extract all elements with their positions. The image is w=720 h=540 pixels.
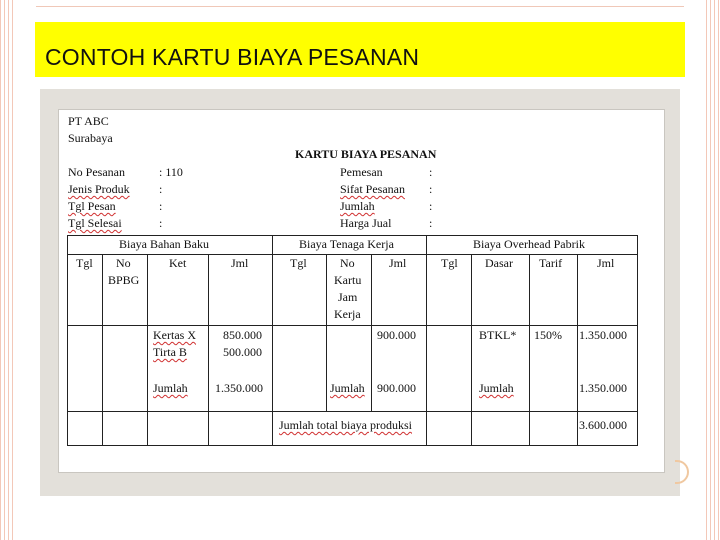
group-header-bahan-baku: Biaya Bahan Baku	[119, 237, 209, 251]
grid-line	[637, 235, 638, 446]
field-value-no-pesanan: : 110	[159, 165, 183, 179]
col-header-tarif: Tarif	[539, 256, 563, 270]
bb-value-1: 850.000	[223, 328, 262, 342]
tk-value: 900.000	[377, 328, 416, 342]
slide-left-border	[0, 0, 14, 540]
bb-value-2: 500.000	[223, 345, 262, 359]
field-value-tgl-pesan: :	[159, 199, 163, 213]
field-label-tgl-selesai: Tgl Selesai	[68, 216, 122, 230]
field-label-jumlah: Jumlah	[340, 199, 375, 213]
field-value-tgl-selesai: :	[159, 216, 163, 230]
field-label-jenis-produk: Jenis Produk	[68, 182, 130, 196]
grid-line	[471, 254, 472, 446]
col-header-dasar: Dasar	[485, 256, 513, 270]
slide-title: CONTOH KARTU BIAYA PESANAN	[45, 44, 420, 70]
tk-total: 900.000	[377, 381, 416, 395]
field-label-tgl-pesan: Tgl Pesan	[68, 199, 116, 213]
bb-total-label: Jumlah	[153, 381, 188, 395]
bb-item-2: Tirta B	[153, 345, 187, 359]
grid-line	[67, 235, 68, 446]
grand-total-label: Jumlah total biaya produksi	[279, 418, 412, 432]
cost-grid	[67, 235, 638, 447]
page-curl-decoration	[675, 460, 689, 484]
group-header-overhead: Biaya Overhead Pabrik	[473, 237, 585, 251]
bop-total-label: Jumlah	[479, 381, 514, 395]
col-header-jml: Jml	[389, 256, 407, 270]
field-label-harga-jual: Harga Jual	[340, 216, 392, 230]
field-label-no-pesanan: No Pesanan	[68, 165, 125, 179]
company-name: PT ABC	[68, 114, 109, 128]
grid-line	[67, 325, 638, 326]
grid-line	[272, 235, 273, 446]
bop-total: 1.350.000	[579, 381, 627, 395]
bop-value: 1.350.000	[579, 328, 627, 342]
bop-tarif: 150%	[534, 328, 562, 342]
col-header-tgl: Tgl	[76, 256, 93, 270]
col-header-jml: Jml	[231, 256, 249, 270]
grid-line	[208, 254, 209, 446]
tk-total-label: Jumlah	[330, 381, 365, 395]
col-header-ket: Ket	[169, 256, 187, 270]
slide-title-bar	[35, 22, 685, 77]
group-header-tenaga-kerja: Biaya Tenaga Kerja	[299, 237, 394, 251]
slide-top-rule	[36, 6, 684, 7]
col-header-tgl: Tgl	[290, 256, 307, 270]
field-value-pemesan: :	[429, 165, 433, 179]
field-label-sifat-pesanan: Sifat Pesanan	[340, 182, 405, 196]
card-title: KARTU BIAYA PESANAN	[295, 147, 437, 161]
col-header-jam: Jam	[338, 290, 358, 304]
company-city: Surabaya	[68, 131, 113, 145]
col-header-jml: Jml	[597, 256, 615, 270]
bb-total: 1.350.000	[215, 381, 263, 395]
field-value-jumlah: :	[429, 199, 433, 213]
bop-dasar: BTKL*	[479, 328, 517, 342]
bb-item-1: Kertas X	[153, 328, 196, 342]
col-header-tgl: Tgl	[441, 256, 458, 270]
grid-line	[147, 254, 148, 446]
grid-line	[67, 445, 638, 446]
grid-line	[426, 235, 427, 446]
col-header-no: No	[340, 256, 355, 270]
grid-line	[102, 254, 103, 446]
grid-line	[529, 254, 530, 446]
field-label-pemesan: Pemesan	[340, 165, 383, 179]
col-header-kerja: Kerja	[334, 307, 361, 321]
col-header-bpbg: BPBG	[108, 273, 140, 287]
field-value-sifat-pesanan: :	[429, 182, 433, 196]
slide-right-border	[706, 0, 720, 540]
grand-total: 3.600.000	[579, 418, 627, 432]
col-header-no: No	[116, 256, 131, 270]
grid-line	[326, 254, 327, 412]
field-value-harga-jual: :	[429, 216, 433, 230]
grid-line	[371, 254, 372, 412]
field-value-jenis-produk: :	[159, 182, 163, 196]
grid-line	[67, 411, 638, 412]
grid-line	[577, 254, 578, 446]
col-header-kartu: Kartu	[334, 273, 362, 287]
